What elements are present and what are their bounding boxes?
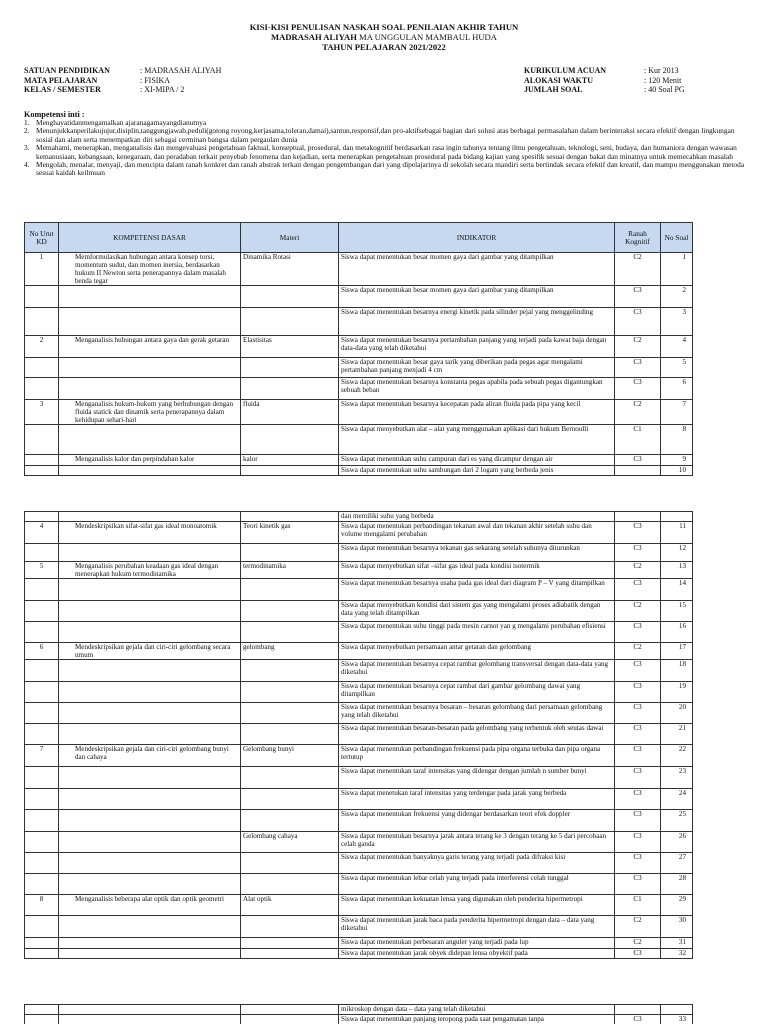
meta-key: JUMLAH SOAL (524, 85, 583, 95)
cell-kompetensi-dasar (59, 703, 241, 724)
cell-no-urut (25, 874, 59, 895)
cell-indikator: Siswa dapat menyebutkan sifat –sifat gas ideal pada kondisi isotermik (339, 562, 615, 579)
cell-indikator: Siswa dapat menentukan suhu campuran dari es yang dicampur dengan air (339, 455, 615, 466)
cell-ranah-kognitif: C2 (615, 938, 661, 949)
cell-materi: Gelombang bunyi (241, 745, 339, 767)
cell-no-soal: 3 (661, 308, 693, 336)
doc-title-line2-bold: MADRASAH ALIYAH (271, 32, 357, 42)
cell-no-urut (25, 622, 59, 643)
cell-indikator: Siswa dapat menentukan lebar celah yang terjadi pada interferensi celah tunggal (339, 874, 615, 895)
cell-ranah-kognitif: C1 (615, 895, 661, 916)
cell-ranah-kognitif: C3 (615, 682, 661, 703)
cell-no-urut: 5 (25, 562, 59, 579)
cell-indikator: Siswa dapat menentukan jarak obyek didepan lensa obyektif pada (339, 949, 615, 959)
cell-ranah-kognitif: C3 (615, 949, 661, 959)
cell-kompetensi-dasar: Mendeskripsikan gejala dan ciri-ciri gelombang secara umum (59, 643, 241, 660)
cell-indikator: Siswa dapat menentukan besar gaya tarik yang diberikan pada pegas agar mengalami pertambahan panjang menjadi 4 cm (339, 358, 615, 378)
doc-title-line2-rest: MA UNGGULAN MAMBAUL HUDA (356, 32, 497, 42)
cell-no-soal: 17 (661, 643, 693, 660)
table-body (25, 253, 693, 476)
kompetensi-number: 1. (24, 118, 30, 127)
cell-materi: fluida (241, 400, 339, 425)
cell-kompetensi-dasar (59, 660, 241, 682)
meta-left (24, 66, 221, 95)
cell-materi (241, 622, 339, 643)
cell-indikator: dan memiliki suhu yang berbeda (339, 512, 615, 522)
cell-no-urut (25, 1005, 59, 1015)
cell-kompetensi-dasar (59, 767, 241, 789)
meta-key: SATUAN PENDIDIKAN (24, 66, 110, 75)
cell-no-urut (25, 544, 59, 562)
doc-title-line1: KISI-KISI PENULISAN NASKAH SOAL PENILAIAN AKHIR TAHUN (249, 22, 519, 32)
cell-no-soal: 27 (661, 853, 693, 874)
header-materi: Materi (241, 223, 339, 253)
cell-kompetensi-dasar: Menganalisis hubungan antara gaya dan gerak getaran (59, 336, 241, 358)
cell-no-urut (25, 949, 59, 959)
cell-kompetensi-dasar (59, 544, 241, 562)
cell-no-urut (25, 286, 59, 308)
cell-materi (241, 358, 339, 378)
cell-indikator: Siswa dapat menentukan besarnya kecepatan pada aliran fluida pada pipa yang kecil (339, 400, 615, 425)
meta-key: ALOKASI WAKTU (524, 75, 593, 85)
cell-no-soal: 19 (661, 682, 693, 703)
table-row (25, 378, 693, 400)
cell-materi (241, 810, 339, 832)
table-row (25, 358, 693, 378)
table-row (25, 832, 693, 853)
cell-ranah-kognitif: C3 (615, 579, 661, 601)
cell-materi (241, 601, 339, 622)
kompetensi-item (24, 144, 746, 161)
meta-left-row (24, 66, 221, 76)
cell-indikator: Siswa dapat menentukan perbandingan tekanan awal dan tekanan akhir setelah suhu dan volume mengalami perubahan (339, 522, 615, 544)
cell-materi (241, 579, 339, 601)
meta-right-row (524, 76, 685, 86)
cell-ranah-kognitif: C3 (615, 358, 661, 378)
cell-kompetensi-dasar (59, 832, 241, 853)
cell-no-urut (25, 832, 59, 853)
cell-no-soal: 2 (661, 286, 693, 308)
cell-no-soal: 13 (661, 562, 693, 579)
cell-materi (241, 767, 339, 789)
cell-no-soal: 9 (661, 455, 693, 466)
cell-materi (241, 308, 339, 336)
cell-no-soal: 32 (661, 949, 693, 959)
cell-no-urut: 3 (25, 400, 59, 425)
cell-kompetensi-dasar (59, 1015, 241, 1024)
cell-no-soal: 26 (661, 832, 693, 853)
cell-ranah-kognitif: C2 (615, 643, 661, 660)
cell-indikator: Siswa dapat menentukan panjang teropong pada saat pengamatan tanpa (339, 1015, 615, 1024)
table-row (25, 853, 693, 874)
table-row (25, 336, 693, 358)
kompetensi-text: Mengolah, menalar, menyaji, dan mencipta dalam ranah konkret dan ranah abstrak terkait dengan pengembangan dari yang dipelajarinya di sekolah secara mandiri serta bertindak secara efektif dan kreatif, dan mampu menggunakan metoda sesuai kaidah keilmuan (36, 160, 745, 178)
meta-value: : 40 Soal PG (644, 85, 685, 95)
cell-indikator: Siswa dapat menentukan besarnya usaha pada gas ideal dari diagram P – V yang ditampilkan (339, 579, 615, 601)
meta-value: : FISIKA (140, 75, 171, 85)
cell-ranah-kognitif: C3 (615, 874, 661, 895)
cell-no-urut (25, 512, 59, 522)
cell-kompetensi-dasar (59, 425, 241, 455)
cell-indikator: Siswa dapat menentukan jarak baca pada penderita hipermetropi dengan data – data yang diketahui (339, 916, 615, 938)
table-row (25, 745, 693, 767)
cell-materi (241, 724, 339, 745)
cell-indikator: Siswa dapat menentukan kekuatan lensa yang digunakan oleh penderita hipermetropi (339, 895, 615, 916)
cell-materi (241, 286, 339, 308)
cell-ranah-kognitif: C3 (615, 660, 661, 682)
table-row (25, 455, 693, 466)
kisi-table-part1 (24, 222, 693, 476)
cell-materi: termodinamika (241, 562, 339, 579)
doc-title-line3: TAHUN PELAJARAN 2021/2022 (322, 42, 446, 52)
cell-materi (241, 1005, 339, 1015)
cell-indikator: Siswa dapat menentukan perbesaran anguler yang terjadi pada lup (339, 938, 615, 949)
kompetensi-inti-heading: Kompetensi inti : (24, 110, 85, 119)
cell-no-urut: 8 (25, 895, 59, 916)
table-row (25, 512, 693, 522)
cell-no-urut (25, 579, 59, 601)
cell-materi (241, 938, 339, 949)
cell-no-soal: 31 (661, 938, 693, 949)
cell-no-urut (25, 938, 59, 949)
table-row (25, 466, 693, 476)
table-row (25, 660, 693, 682)
cell-no-soal: 1 (661, 253, 693, 286)
cell-kompetensi-dasar (59, 853, 241, 874)
table-row (25, 425, 693, 455)
cell-materi: gelombang (241, 643, 339, 660)
cell-ranah-kognitif: C3 (615, 724, 661, 745)
cell-no-urut (25, 703, 59, 724)
cell-materi (241, 949, 339, 959)
cell-no-urut (25, 853, 59, 874)
cell-no-soal: 21 (661, 724, 693, 745)
cell-kompetensi-dasar (59, 810, 241, 832)
table-row (25, 308, 693, 336)
cell-no-soal: 18 (661, 660, 693, 682)
cell-kompetensi-dasar (59, 308, 241, 336)
cell-materi: Dinamika Rotasi (241, 253, 339, 286)
cell-no-soal: 5 (661, 358, 693, 378)
cell-no-soal: 14 (661, 579, 693, 601)
kompetensi-text: Menghayatidanmengamalkan ajaranagamayangdianutnya (36, 118, 207, 127)
cell-ranah-kognitif: C3 (615, 622, 661, 643)
cell-materi (241, 874, 339, 895)
kompetensi-number: 3. (24, 143, 30, 153)
cell-indikator: Siswa dapat menentukan suhu tinggi pada mesin carnot yan g mengalami perubahan efisiensi (339, 622, 615, 643)
kisi-table-part2 (24, 511, 693, 959)
cell-kompetensi-dasar (59, 601, 241, 622)
table-row (25, 895, 693, 916)
cell-indikator: Siswa dapat menentukan besar momen gaya dari gambar yang ditampilkan (339, 286, 615, 308)
kompetensi-item (24, 127, 746, 144)
cell-kompetensi-dasar (59, 1005, 241, 1015)
table-row (25, 810, 693, 832)
meta-right-row (524, 85, 685, 95)
cell-ranah-kognitif: C2 (615, 400, 661, 425)
cell-indikator: Siswa dapat menyebutkan persamaan antar getaran dan gelombang (339, 643, 615, 660)
cell-indikator: Siswa dapat menentukan besar momen gaya dari gambar yang ditampilkan (339, 253, 615, 286)
meta-value: : Kur 2013 (644, 66, 679, 75)
cell-kompetensi-dasar: Mendeskripsikan gejala dan ciri-ciri gelombang bunyi dan cahaya (59, 745, 241, 767)
cell-indikator: mikroskop dengan data – data yang telah diketahui (339, 1005, 615, 1015)
kompetensi-text: Menunjukkanperilakujujur,disiplin,tanggungjawab,peduli(gotong royong,kerjasama,toleran,damai),santun,responsif,dan pro-aktifsebagai bagian dari solusi atas berbagai permasalahan dalam berinteraksi secara efektif dengan lingkungan sosial dan alam serta menempatkan diri sebagai cerminan bangsa dalam pergaulan dunia (36, 126, 735, 144)
cell-ranah-kognitif: C3 (615, 1015, 661, 1024)
meta-value: : 120 Menit (644, 75, 682, 85)
cell-no-urut (25, 601, 59, 622)
cell-materi: Gelombang cahaya (241, 832, 339, 853)
cell-kompetensi-dasar (59, 579, 241, 601)
cell-materi (241, 703, 339, 724)
table-row (25, 682, 693, 703)
cell-kompetensi-dasar (59, 466, 241, 476)
cell-no-urut (25, 789, 59, 810)
cell-ranah-kognitif: C3 (615, 853, 661, 874)
cell-ranah-kognitif: C3 (615, 832, 661, 853)
cell-ranah-kognitif: C2 (615, 916, 661, 938)
cell-materi (241, 512, 339, 522)
cell-no-soal: 30 (661, 916, 693, 938)
table-row (25, 579, 693, 601)
cell-ranah-kognitif: C2 (615, 336, 661, 358)
cell-kompetensi-dasar: Mendeskripsikan sifat-sifat gas ideal monoatomik (59, 522, 241, 544)
cell-materi: kalor (241, 455, 339, 466)
cell-no-soal (661, 512, 693, 522)
table-header-row (25, 223, 693, 253)
cell-no-soal: 20 (661, 703, 693, 724)
cell-indikator: Siswa dapat menentukan besarnya cepat rambat gelombang transversal dengan data-data yang diketahui (339, 660, 615, 682)
cell-no-soal: 16 (661, 622, 693, 643)
cell-no-soal: 23 (661, 767, 693, 789)
cell-ranah-kognitif: C3 (615, 455, 661, 466)
cell-indikator: Siswa dapat menyebutkan alat – alat yang menggunakan aplikasi dari hukum Bernoulli (339, 425, 615, 455)
cell-no-soal: 25 (661, 810, 693, 832)
cell-no-soal: 4 (661, 336, 693, 358)
meta-left-row (24, 76, 221, 86)
cell-no-soal: 8 (661, 425, 693, 455)
cell-ranah-kognitif: C3 (615, 789, 661, 810)
cell-indikator: Siswa dapat menentukan banyaknya garis terang yang terjadi pada difraksi kisi (339, 853, 615, 874)
cell-materi (241, 682, 339, 703)
table-row (25, 544, 693, 562)
cell-no-urut: 2 (25, 336, 59, 358)
cell-kompetensi-dasar (59, 916, 241, 938)
meta-key: MATA PELAJARAN (24, 75, 98, 85)
cell-no-urut (25, 455, 59, 466)
table-row (25, 522, 693, 544)
cell-no-urut: 1 (25, 253, 59, 286)
meta-key: KURIKULUM ACUAN (524, 66, 606, 75)
cell-materi: Teori kinetik gas (241, 522, 339, 544)
kompetensi-inti-list (24, 119, 746, 178)
cell-no-urut: 4 (25, 522, 59, 544)
cell-ranah-kognitif: C3 (615, 544, 661, 562)
cell-materi (241, 378, 339, 400)
cell-materi (241, 660, 339, 682)
cell-ranah-kognitif: C3 (615, 810, 661, 832)
cell-materi: Alat optik (241, 895, 339, 916)
cell-no-urut (25, 682, 59, 703)
cell-no-urut (25, 660, 59, 682)
table-row (25, 916, 693, 938)
table-body (25, 512, 693, 959)
cell-kompetensi-dasar (59, 378, 241, 400)
cell-ranah-kognitif (615, 466, 661, 476)
cell-no-soal: 11 (661, 522, 693, 544)
cell-ranah-kognitif: C2 (615, 253, 661, 286)
cell-ranah-kognitif: C2 (615, 562, 661, 579)
table-row (25, 724, 693, 745)
cell-no-soal (661, 1005, 693, 1015)
cell-ranah-kognitif (615, 1005, 661, 1015)
cell-no-soal: 10 (661, 466, 693, 476)
header-ranah-kognitif: Ranah Kognitif (615, 223, 661, 253)
cell-indikator: Siswa dapat menyebutkan kondisi dari sistem gas yang mengalami proses adiabatik dengan data yang telah ditampilkan (339, 601, 615, 622)
cell-indikator: Siswa dapat menentukan suhu sambungan dari 2 logam yang berbeda jenis (339, 466, 615, 476)
table-row (25, 253, 693, 286)
cell-kompetensi-dasar (59, 286, 241, 308)
kompetensi-item (24, 161, 746, 178)
cell-kompetensi-dasar (59, 512, 241, 522)
cell-no-urut (25, 767, 59, 789)
cell-indikator: Siswa dapat menentukan taraf intensitas yang didengar dengan jumlah n sumber bunyi (339, 767, 615, 789)
cell-no-urut (25, 1015, 59, 1024)
cell-indikator: Siswa dapat menentukan besarnya besaran – besaran gelombang dari persamaan gelombang yang telah diketahui (339, 703, 615, 724)
cell-indikator: Siswa dapat menentukan besarnya energi kinetik pada silinder pejal yang menggelinding (339, 308, 615, 336)
cell-kompetensi-dasar (59, 874, 241, 895)
header-no-soal: No Soal (661, 223, 693, 253)
cell-indikator: Siswa dapat menentukan perbandingan frekuensi pada pipa organa terbuka dan pipa organa tertutup (339, 745, 615, 767)
meta-key: KELAS / SEMESTER (24, 85, 101, 95)
cell-no-urut (25, 916, 59, 938)
cell-no-soal: 28 (661, 874, 693, 895)
header-no-urut: No Urut KD (25, 223, 59, 253)
cell-no-soal: 15 (661, 601, 693, 622)
cell-no-urut (25, 425, 59, 455)
table-row (25, 938, 693, 949)
cell-materi (241, 853, 339, 874)
meta-value: : XI-MIPA / 2 (140, 85, 185, 95)
table-row (25, 400, 693, 425)
cell-ranah-kognitif: C3 (615, 767, 661, 789)
table-row (25, 874, 693, 895)
cell-indikator: Siswa dapat menentukan besarnya cepat rambat dari gambar gelombang dawai yang ditampilkan (339, 682, 615, 703)
cell-no-soal: 6 (661, 378, 693, 400)
cell-no-urut: 7 (25, 745, 59, 767)
table-row (25, 789, 693, 810)
cell-materi: Elastisitas (241, 336, 339, 358)
cell-indikator: Siswa dapat menentukan besarnya jarak antara terang ke 3 dengan terang ke 5 dari percobaan celah ganda (339, 832, 615, 853)
cell-indikator: Siswa dapat menentukan besarnya tekanan gas sekarang setelah suhunya diturunkan (339, 544, 615, 562)
kompetensi-number: 4. (24, 160, 30, 170)
table-row (25, 703, 693, 724)
cell-no-urut (25, 308, 59, 336)
table-row (25, 601, 693, 622)
cell-kompetensi-dasar (59, 938, 241, 949)
doc-title-line2 (0, 32, 768, 42)
cell-no-soal: 33 (661, 1015, 693, 1024)
cell-no-soal: 22 (661, 745, 693, 767)
table-row (25, 949, 693, 959)
cell-kompetensi-dasar (59, 789, 241, 810)
cell-kompetensi-dasar (59, 622, 241, 643)
table-row (25, 562, 693, 579)
cell-materi (241, 1015, 339, 1024)
header-indikator: INDIKATOR (339, 223, 615, 253)
cell-kompetensi-dasar: Memformulasikan hubungan antara konsep torsi, momentum sudut, dan momen inersia, berdasarkan hukum II Newton serta penerapannya dalam masalah benda tegar (59, 253, 241, 286)
cell-no-soal: 29 (661, 895, 693, 916)
cell-ranah-kognitif: C3 (615, 703, 661, 724)
header-kompetensi-dasar: KOMPETENSI DASAR (59, 223, 241, 253)
table-body (25, 1005, 693, 1024)
cell-indikator: Siswa dapat menetukan taraf intensitas yang terdengar pada jarak yang berbeda (339, 789, 615, 810)
table-row (25, 1015, 693, 1024)
cell-no-soal: 24 (661, 789, 693, 810)
cell-materi (241, 916, 339, 938)
cell-materi (241, 425, 339, 455)
cell-no-urut (25, 466, 59, 476)
cell-materi (241, 544, 339, 562)
cell-no-soal: 12 (661, 544, 693, 562)
cell-indikator: Siswa dapat menentukan besarnya konstanta pegas apabila pada sebuah pegas digantungkan sebuah beban (339, 378, 615, 400)
cell-ranah-kognitif: C3 (615, 522, 661, 544)
cell-no-urut (25, 810, 59, 832)
table-row (25, 643, 693, 660)
cell-no-urut (25, 378, 59, 400)
cell-materi (241, 466, 339, 476)
cell-kompetensi-dasar (59, 682, 241, 703)
cell-materi (241, 789, 339, 810)
cell-ranah-kognitif: C2 (615, 601, 661, 622)
cell-ranah-kognitif: C3 (615, 286, 661, 308)
table-row (25, 767, 693, 789)
cell-no-urut (25, 358, 59, 378)
cell-indikator: Siswa dapat menentukan besarnya pertambahan panjang yang terjadi pada kawat baja dengan data-data yang telah diketahui (339, 336, 615, 358)
cell-indikator: Siswa dapat menentukan besaran-besaran pada gelombang yang terbentuk oleh seutas dawai (339, 724, 615, 745)
cell-ranah-kognitif: C3 (615, 308, 661, 336)
meta-left-row (24, 85, 221, 95)
meta-value: : MADRASAH ALIYAH (140, 66, 222, 75)
cell-ranah-kognitif: C3 (615, 378, 661, 400)
cell-kompetensi-dasar: Menganalisis perubahan keadaan gas ideal dengan menerapkan hukum termodinamika (59, 562, 241, 579)
cell-ranah-kognitif (615, 512, 661, 522)
cell-kompetensi-dasar: Menganalisis beberapa alat optik dan optik geometri (59, 895, 241, 916)
cell-kompetensi-dasar (59, 724, 241, 745)
meta-right (524, 66, 685, 95)
kompetensi-text: Memahami, menerapkan, menganalisis dan mengevaluasi pengetahuan faktual, konseptual, prosedural, dan metakognitif berdasarkan rasa ingin tahunya tentang ilmu pengetahuan, teknologi, seni, budaya, dan humaniora dengan wawasan kemanusiaan, kebangsaan, kenegaraan, dan peradaban terkait penyebab fenomena dan kejadian, serta menerapkan pengetahuan prosedural pada bidang kajian yang spesifik sesuai dengan bakat dan minatnya untuk memecahkan masalah (36, 143, 737, 161)
kisi-table-part3 (24, 1004, 693, 1024)
meta-right-row (524, 66, 685, 76)
table-row (25, 622, 693, 643)
kompetensi-number: 2. (24, 126, 30, 136)
cell-ranah-kognitif: C3 (615, 745, 661, 767)
table-row (25, 286, 693, 308)
table-row (25, 1005, 693, 1015)
cell-kompetensi-dasar (59, 358, 241, 378)
cell-ranah-kognitif: C1 (615, 425, 661, 455)
cell-kompetensi-dasar: Menganalisis hukum-hukum yang berhubungan dengan fluida statick dan dinamik serta penerapannya dalam kehidupan sehari-hari (59, 400, 241, 425)
cell-kompetensi-dasar: Menganalisis kalor dan perpindahan kalor (59, 455, 241, 466)
cell-indikator: Siswa dapat menentukan frekuensi yang didengar berdasarkan teori efek doppler (339, 810, 615, 832)
cell-no-urut: 6 (25, 643, 59, 660)
cell-kompetensi-dasar (59, 949, 241, 959)
cell-no-urut (25, 724, 59, 745)
cell-no-soal: 7 (661, 400, 693, 425)
